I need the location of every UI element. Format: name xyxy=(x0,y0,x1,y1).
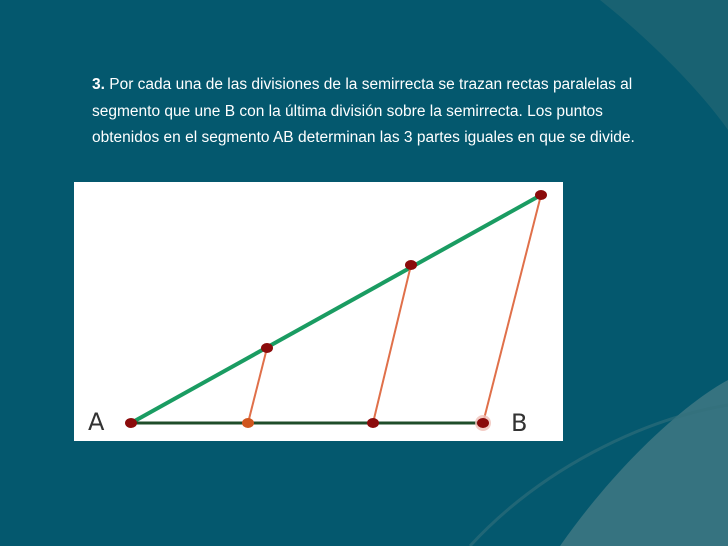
ray-line xyxy=(131,195,541,423)
division-point-1 xyxy=(242,418,254,428)
ray-point-1 xyxy=(261,343,273,353)
point-b xyxy=(477,418,489,428)
label-a: A xyxy=(88,408,105,436)
parallel-line-3 xyxy=(483,195,541,423)
instruction-text: Por cada una de las divisiones de la semirrecta se trazan rectas paralelas al segmento que une B con la última división sobre la semirrecta. Los puntos obtenidos en el segmento AB determinan las 3 partes iguales en que se divide. xyxy=(92,76,635,146)
parallel-line-1 xyxy=(248,348,267,423)
instruction-paragraph xyxy=(92,72,652,152)
geometry-figure xyxy=(74,182,563,441)
point-a xyxy=(125,418,137,428)
ray-point-2 xyxy=(405,260,417,270)
division-point-2 xyxy=(367,418,379,428)
step-number: 3. xyxy=(92,76,105,93)
parallel-line-2 xyxy=(373,265,411,423)
label-b: B xyxy=(511,409,528,437)
figure-svg xyxy=(74,182,563,441)
ray-point-3 xyxy=(535,190,547,200)
